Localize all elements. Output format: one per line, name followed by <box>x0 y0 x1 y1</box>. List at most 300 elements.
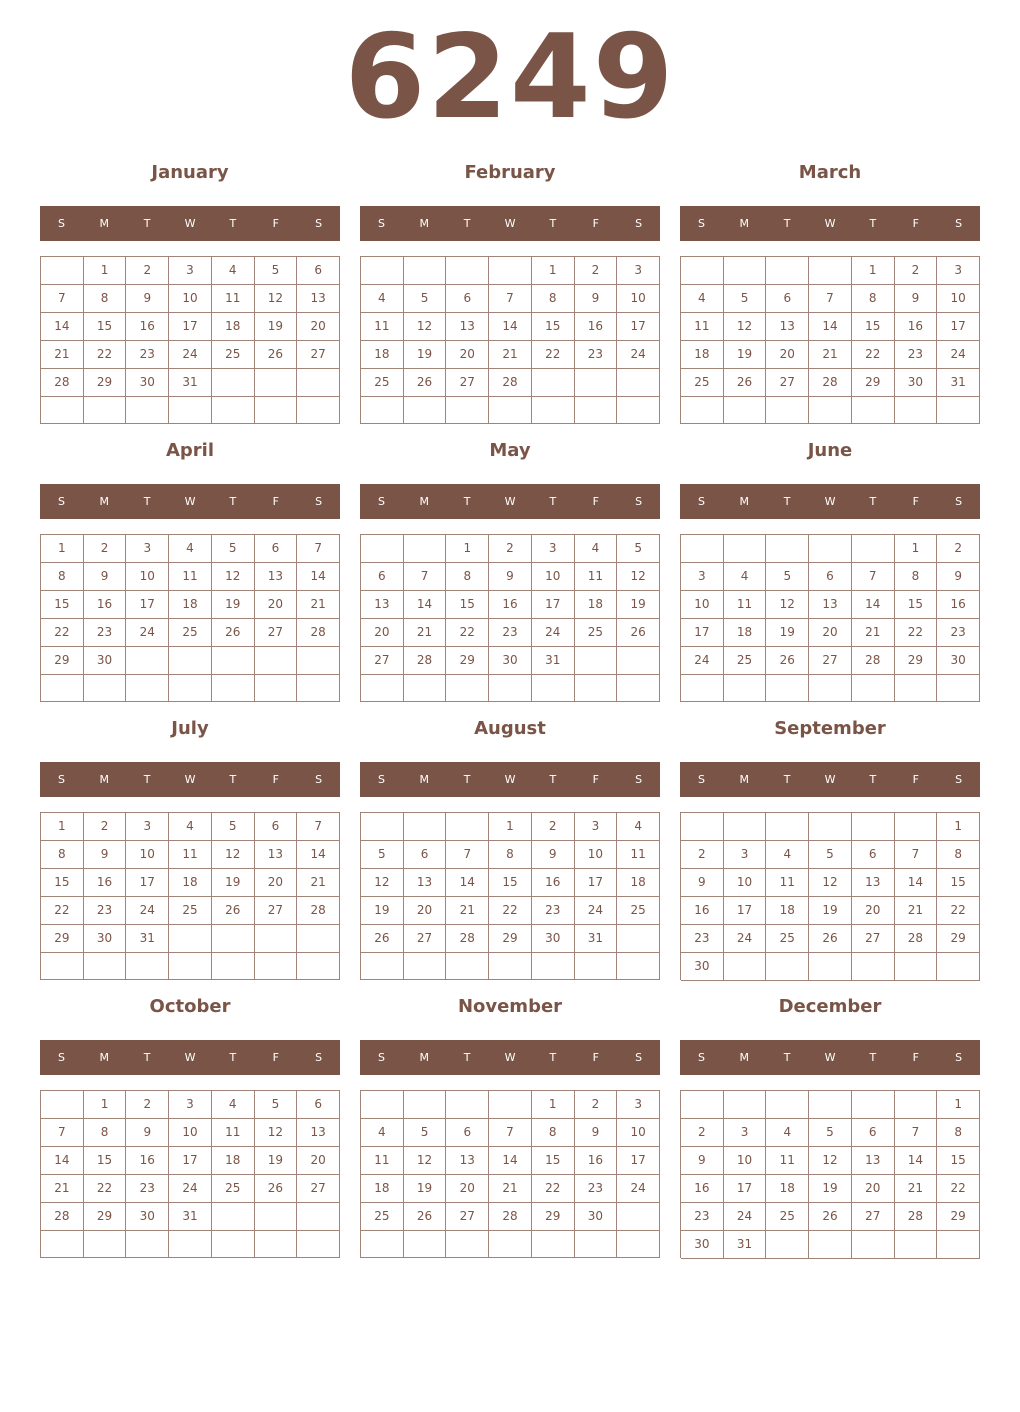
day-cell: 29 <box>937 1203 980 1231</box>
day-cell: 26 <box>766 647 809 675</box>
day-grid <box>40 812 340 980</box>
day-cell: 19 <box>212 591 255 619</box>
day-cell: 26 <box>255 341 298 369</box>
day-cell: 24 <box>724 1203 767 1231</box>
day-cell <box>852 953 895 981</box>
day-cell: 7 <box>489 285 532 313</box>
day-cell <box>852 535 895 563</box>
day-cell: 7 <box>297 813 340 841</box>
day-cell: 31 <box>169 1203 212 1231</box>
weekday-label: F <box>592 217 599 230</box>
day-cell: 3 <box>575 813 618 841</box>
weekday-header <box>360 206 660 241</box>
day-cell: 24 <box>126 619 169 647</box>
day-cell <box>255 675 298 702</box>
day-cell <box>489 257 532 285</box>
day-cell: 29 <box>532 1203 575 1231</box>
day-cell <box>255 397 298 424</box>
day-cell: 18 <box>169 591 212 619</box>
day-cell <box>575 675 618 702</box>
day-cell: 14 <box>41 1147 84 1175</box>
day-cell <box>809 257 852 285</box>
day-cell: 23 <box>84 897 127 925</box>
day-cell: 27 <box>404 925 447 953</box>
month-november <box>360 992 660 1260</box>
day-cell: 1 <box>937 813 980 841</box>
day-cell <box>852 675 895 702</box>
day-cell <box>766 257 809 285</box>
day-cell <box>895 397 938 424</box>
day-cell: 21 <box>895 897 938 925</box>
day-cell: 3 <box>724 1119 767 1147</box>
day-cell: 1 <box>852 257 895 285</box>
day-cell: 11 <box>617 841 660 869</box>
day-cell: 25 <box>212 1175 255 1203</box>
day-cell <box>809 953 852 981</box>
weekday-label: M <box>739 773 750 786</box>
day-cell: 18 <box>617 869 660 897</box>
weekday-label: T <box>549 217 557 230</box>
day-grid <box>40 256 340 424</box>
day-cell: 26 <box>724 369 767 397</box>
day-cell: 29 <box>84 1203 127 1231</box>
day-cell: 31 <box>126 925 169 953</box>
day-cell: 13 <box>852 869 895 897</box>
day-cell: 13 <box>297 285 340 313</box>
day-cell <box>297 647 340 675</box>
day-cell <box>681 675 724 702</box>
weekday-label: M <box>419 773 430 786</box>
day-cell: 15 <box>41 869 84 897</box>
day-cell: 16 <box>937 591 980 619</box>
day-cell <box>681 813 724 841</box>
day-cell: 9 <box>681 869 724 897</box>
day-cell: 18 <box>212 313 255 341</box>
day-cell: 21 <box>297 869 340 897</box>
day-cell <box>404 953 447 980</box>
weekday-label: F <box>912 773 919 786</box>
day-cell: 16 <box>126 1147 169 1175</box>
weekday-label: F <box>592 495 599 508</box>
day-cell <box>126 1231 169 1258</box>
weekday-label: M <box>419 217 430 230</box>
month-may <box>360 436 660 704</box>
day-cell: 31 <box>532 647 575 675</box>
day-cell: 15 <box>532 313 575 341</box>
day-cell <box>84 1231 127 1258</box>
day-cell: 31 <box>169 369 212 397</box>
day-cell: 8 <box>446 563 489 591</box>
day-cell <box>809 535 852 563</box>
day-cell: 30 <box>681 1231 724 1259</box>
day-grid <box>360 256 660 424</box>
day-cell: 28 <box>489 1203 532 1231</box>
day-cell: 7 <box>489 1119 532 1147</box>
month-april <box>40 436 340 704</box>
day-cell: 13 <box>255 841 298 869</box>
day-cell: 25 <box>766 1203 809 1231</box>
day-cell: 17 <box>169 313 212 341</box>
day-cell <box>446 1231 489 1258</box>
day-cell <box>41 397 84 424</box>
day-cell <box>404 1091 447 1119</box>
day-cell <box>532 369 575 397</box>
day-cell <box>937 1231 980 1259</box>
day-cell: 9 <box>575 285 618 313</box>
day-cell <box>212 397 255 424</box>
day-cell <box>809 1231 852 1259</box>
day-cell: 29 <box>852 369 895 397</box>
day-cell <box>617 953 660 980</box>
day-cell <box>766 397 809 424</box>
day-cell: 13 <box>404 869 447 897</box>
day-cell <box>809 813 852 841</box>
day-cell: 5 <box>809 1119 852 1147</box>
day-cell: 22 <box>895 619 938 647</box>
day-cell <box>937 953 980 981</box>
month-september <box>680 714 980 982</box>
day-cell: 28 <box>297 619 340 647</box>
day-cell: 7 <box>404 563 447 591</box>
day-cell: 21 <box>489 341 532 369</box>
day-cell <box>617 675 660 702</box>
weekday-label: T <box>463 495 471 508</box>
day-cell: 23 <box>937 619 980 647</box>
day-cell: 12 <box>809 869 852 897</box>
day-cell: 1 <box>937 1091 980 1119</box>
day-cell: 19 <box>404 1175 447 1203</box>
day-cell <box>724 1091 767 1119</box>
weekday-label: F <box>912 495 919 508</box>
day-cell: 25 <box>169 897 212 925</box>
day-cell: 26 <box>212 897 255 925</box>
day-cell <box>489 1231 532 1258</box>
day-cell <box>446 813 489 841</box>
day-cell <box>212 1203 255 1231</box>
weekday-label: S <box>955 1051 963 1064</box>
day-cell: 30 <box>84 647 127 675</box>
day-cell <box>766 535 809 563</box>
day-cell <box>681 257 724 285</box>
weekday-header <box>360 484 660 519</box>
weekday-label: S <box>635 773 643 786</box>
day-cell: 30 <box>489 647 532 675</box>
day-cell: 24 <box>169 341 212 369</box>
day-cell: 22 <box>84 341 127 369</box>
day-cell <box>297 925 340 953</box>
weekday-label: T <box>229 1051 237 1064</box>
day-cell: 27 <box>766 369 809 397</box>
day-cell: 29 <box>41 647 84 675</box>
day-cell: 30 <box>532 925 575 953</box>
weekday-label: T <box>549 1051 557 1064</box>
day-cell: 12 <box>766 591 809 619</box>
day-cell: 8 <box>937 1119 980 1147</box>
day-cell: 27 <box>446 1203 489 1231</box>
month-name: May <box>489 440 531 461</box>
weekday-label: T <box>869 773 877 786</box>
day-cell <box>169 647 212 675</box>
weekday-label: S <box>697 217 705 230</box>
day-cell: 4 <box>361 1119 404 1147</box>
day-cell: 30 <box>937 647 980 675</box>
day-cell: 17 <box>937 313 980 341</box>
month-october <box>40 992 340 1260</box>
day-cell <box>361 813 404 841</box>
weekday-header <box>680 762 980 797</box>
weekday-label: T <box>869 1051 877 1064</box>
day-cell: 18 <box>724 619 767 647</box>
day-cell: 14 <box>41 313 84 341</box>
day-cell: 10 <box>724 869 767 897</box>
day-cell <box>809 675 852 702</box>
weekday-label: T <box>143 773 151 786</box>
day-cell: 18 <box>212 1147 255 1175</box>
day-cell: 10 <box>617 285 660 313</box>
day-cell <box>255 369 298 397</box>
day-cell: 29 <box>446 647 489 675</box>
day-cell: 25 <box>681 369 724 397</box>
day-cell: 18 <box>361 1175 404 1203</box>
day-cell: 27 <box>852 925 895 953</box>
day-cell: 26 <box>809 925 852 953</box>
day-cell <box>617 397 660 424</box>
day-cell: 15 <box>937 869 980 897</box>
weekday-header <box>40 484 340 519</box>
day-cell <box>617 647 660 675</box>
day-cell <box>126 953 169 980</box>
month-name: February <box>464 162 556 183</box>
day-cell: 5 <box>404 285 447 313</box>
day-cell: 25 <box>361 369 404 397</box>
day-cell: 10 <box>532 563 575 591</box>
day-cell: 20 <box>255 869 298 897</box>
weekday-header <box>40 1040 340 1075</box>
day-cell <box>575 1231 618 1258</box>
day-cell: 13 <box>446 313 489 341</box>
day-cell: 21 <box>895 1175 938 1203</box>
day-cell: 23 <box>895 341 938 369</box>
weekday-label: T <box>869 495 877 508</box>
weekday-label: W <box>504 773 516 786</box>
month-march <box>680 158 980 426</box>
day-cell: 2 <box>489 535 532 563</box>
day-cell: 11 <box>766 1147 809 1175</box>
day-cell: 15 <box>489 869 532 897</box>
weekday-header <box>40 762 340 797</box>
day-cell <box>84 953 127 980</box>
day-cell <box>724 397 767 424</box>
day-cell: 1 <box>41 535 84 563</box>
day-cell: 24 <box>724 925 767 953</box>
day-cell: 23 <box>575 1175 618 1203</box>
weekday-label: W <box>824 1051 836 1064</box>
day-cell: 30 <box>575 1203 618 1231</box>
day-cell: 14 <box>489 1147 532 1175</box>
month-name: December <box>778 996 882 1017</box>
weekday-label: T <box>549 773 557 786</box>
weekday-label: S <box>635 217 643 230</box>
day-cell: 12 <box>255 1119 298 1147</box>
weekday-label: T <box>143 495 151 508</box>
weekday-label: M <box>419 495 430 508</box>
weekday-label: M <box>739 217 750 230</box>
month-name: January <box>151 162 229 183</box>
day-cell <box>84 675 127 702</box>
day-cell: 16 <box>126 313 169 341</box>
day-cell: 26 <box>255 1175 298 1203</box>
day-cell: 4 <box>212 1091 255 1119</box>
day-cell <box>724 813 767 841</box>
day-cell: 9 <box>937 563 980 591</box>
day-cell <box>575 647 618 675</box>
day-cell <box>361 257 404 285</box>
day-cell <box>489 397 532 424</box>
weekday-label: S <box>57 773 65 786</box>
day-cell: 28 <box>809 369 852 397</box>
day-cell <box>532 953 575 980</box>
day-cell: 15 <box>895 591 938 619</box>
weekday-label: S <box>955 495 963 508</box>
weekday-label: W <box>184 773 196 786</box>
day-cell: 11 <box>212 1119 255 1147</box>
day-cell <box>724 257 767 285</box>
weekday-label: T <box>463 773 471 786</box>
day-cell: 22 <box>532 341 575 369</box>
day-cell: 4 <box>766 841 809 869</box>
day-cell: 16 <box>575 313 618 341</box>
day-cell <box>169 397 212 424</box>
day-cell: 19 <box>255 313 298 341</box>
day-cell: 12 <box>255 285 298 313</box>
weekday-label: S <box>57 1051 65 1064</box>
day-cell <box>575 397 618 424</box>
day-cell: 15 <box>852 313 895 341</box>
day-cell: 4 <box>766 1119 809 1147</box>
day-cell: 9 <box>84 563 127 591</box>
weekday-label: T <box>143 1051 151 1064</box>
day-cell: 11 <box>681 313 724 341</box>
day-grid <box>680 256 980 424</box>
day-cell: 29 <box>84 369 127 397</box>
day-cell: 24 <box>532 619 575 647</box>
day-cell: 11 <box>766 869 809 897</box>
day-cell <box>41 257 84 285</box>
day-cell: 9 <box>895 285 938 313</box>
weekday-label: S <box>315 217 323 230</box>
day-cell: 8 <box>532 1119 575 1147</box>
weekday-label: T <box>783 495 791 508</box>
day-cell <box>212 647 255 675</box>
weekday-header <box>680 206 980 241</box>
day-cell: 20 <box>255 591 298 619</box>
day-cell <box>297 397 340 424</box>
day-cell <box>532 1231 575 1258</box>
day-cell: 25 <box>766 925 809 953</box>
day-cell: 30 <box>84 925 127 953</box>
day-cell: 6 <box>852 1119 895 1147</box>
day-cell: 19 <box>255 1147 298 1175</box>
day-cell: 2 <box>895 257 938 285</box>
day-cell: 5 <box>212 535 255 563</box>
day-cell: 10 <box>126 841 169 869</box>
day-cell <box>446 953 489 980</box>
day-cell: 14 <box>404 591 447 619</box>
day-cell: 26 <box>212 619 255 647</box>
day-cell: 25 <box>169 619 212 647</box>
day-cell: 6 <box>255 535 298 563</box>
weekday-label: W <box>504 495 516 508</box>
day-cell <box>404 257 447 285</box>
day-cell: 3 <box>169 1091 212 1119</box>
weekday-label: S <box>635 495 643 508</box>
day-cell: 4 <box>169 813 212 841</box>
day-cell <box>361 1091 404 1119</box>
day-cell: 5 <box>724 285 767 313</box>
day-cell: 12 <box>724 313 767 341</box>
day-cell: 2 <box>937 535 980 563</box>
day-cell <box>361 535 404 563</box>
day-cell: 6 <box>852 841 895 869</box>
day-cell: 6 <box>809 563 852 591</box>
day-cell: 20 <box>852 897 895 925</box>
day-cell <box>489 675 532 702</box>
day-cell: 12 <box>212 563 255 591</box>
day-cell <box>297 1203 340 1231</box>
day-cell: 7 <box>895 1119 938 1147</box>
day-cell <box>852 813 895 841</box>
day-cell: 10 <box>169 1119 212 1147</box>
day-cell: 27 <box>809 647 852 675</box>
day-cell <box>681 535 724 563</box>
day-cell: 5 <box>617 535 660 563</box>
day-cell: 21 <box>404 619 447 647</box>
day-cell <box>169 675 212 702</box>
day-cell: 2 <box>532 813 575 841</box>
day-cell <box>575 953 618 980</box>
day-cell: 21 <box>41 1175 84 1203</box>
day-cell: 3 <box>617 1091 660 1119</box>
weekday-label: T <box>869 217 877 230</box>
day-cell: 12 <box>404 1147 447 1175</box>
day-cell: 23 <box>126 341 169 369</box>
weekday-label: S <box>57 217 65 230</box>
day-cell: 27 <box>255 619 298 647</box>
day-cell: 24 <box>937 341 980 369</box>
day-cell <box>212 369 255 397</box>
day-cell: 13 <box>852 1147 895 1175</box>
day-cell <box>297 1231 340 1258</box>
day-cell: 4 <box>724 563 767 591</box>
day-cell: 28 <box>895 925 938 953</box>
day-cell: 13 <box>446 1147 489 1175</box>
day-cell: 2 <box>681 1119 724 1147</box>
day-cell: 27 <box>255 897 298 925</box>
month-name: July <box>171 718 209 739</box>
day-cell: 30 <box>681 953 724 981</box>
weekday-label: S <box>955 217 963 230</box>
day-cell: 18 <box>766 1175 809 1203</box>
weekday-label: F <box>272 495 279 508</box>
day-cell: 21 <box>489 1175 532 1203</box>
month-december <box>680 992 980 1260</box>
day-cell: 24 <box>617 1175 660 1203</box>
day-grid <box>680 812 980 980</box>
day-cell: 10 <box>126 563 169 591</box>
day-cell <box>895 813 938 841</box>
day-cell <box>41 675 84 702</box>
weekday-label: S <box>315 495 323 508</box>
